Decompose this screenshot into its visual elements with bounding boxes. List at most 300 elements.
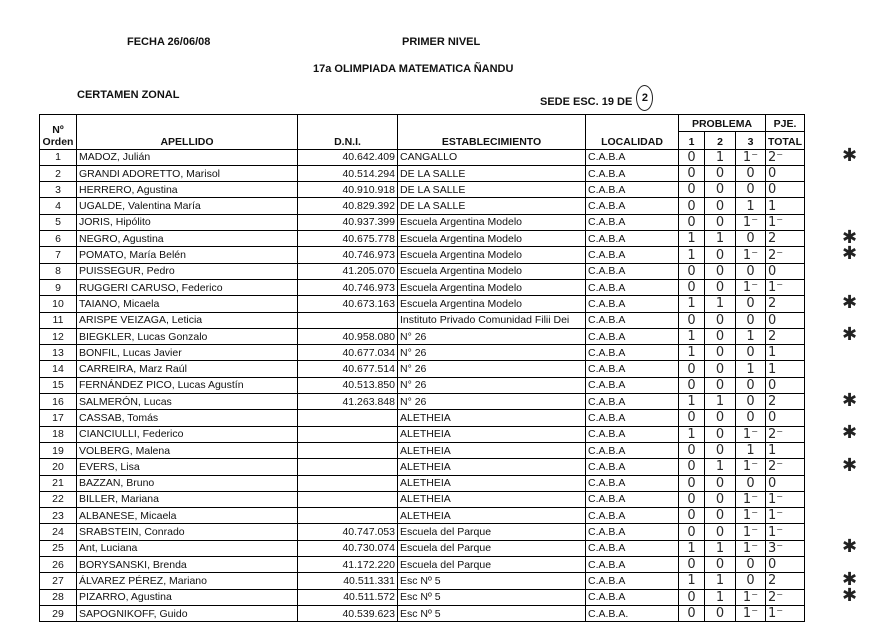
table-row xyxy=(40,426,805,442)
score-p1: 1 xyxy=(679,345,705,361)
col-p1-header: 1 xyxy=(679,132,705,149)
student-dni: 40.958.080 xyxy=(298,328,398,344)
student-locality: C.A.B.A xyxy=(586,524,679,540)
student-locality: C.A.B.A xyxy=(586,508,679,524)
score-total: 1⁻ xyxy=(766,605,805,621)
student-school: N° 26 xyxy=(398,361,586,377)
student-name: BILLER, Mariana xyxy=(77,491,298,507)
student-dni: 40.910.918 xyxy=(298,182,398,198)
col-orden-header: Nº Orden xyxy=(40,115,77,150)
score-p3: 1⁻ xyxy=(736,149,766,165)
score-p2: 1 xyxy=(705,573,736,589)
score-p1: 0 xyxy=(679,410,705,426)
score-p1: 0 xyxy=(679,442,705,458)
score-p3: 0 xyxy=(736,475,766,491)
student-school: Esc Nº 5 xyxy=(398,589,586,605)
score-p1: 0 xyxy=(679,605,705,621)
table-row xyxy=(40,182,805,198)
col-pje-header: PJE. xyxy=(766,115,805,132)
student-dni: 40.539.623 xyxy=(298,605,398,621)
score-p3: 0 xyxy=(736,182,766,198)
score-p3: 1⁻ xyxy=(736,540,766,556)
col-p2-header: 2 xyxy=(705,132,736,149)
student-dni: 40.511.572 xyxy=(298,589,398,605)
student-school: N° 26 xyxy=(398,328,586,344)
row-number: 14 xyxy=(40,361,77,377)
student-locality: C.A.B.A xyxy=(586,279,679,295)
score-p3: 0 xyxy=(736,312,766,328)
score-p3: 0 xyxy=(736,296,766,312)
table-row xyxy=(40,524,805,540)
score-p1: 0 xyxy=(679,165,705,181)
score-p1: 0 xyxy=(679,377,705,393)
score-p2: 0 xyxy=(705,263,736,279)
score-p2: 0 xyxy=(705,508,736,524)
student-name: Ant, Luciana xyxy=(77,540,298,556)
score-p3: 1 xyxy=(736,198,766,214)
table-row xyxy=(40,165,805,181)
student-locality: C.A.B.A xyxy=(586,231,679,247)
row-number: 26 xyxy=(40,557,77,573)
table-row xyxy=(40,361,805,377)
student-name: TAIANO, Micaela xyxy=(77,296,298,312)
score-total: 2⁻ xyxy=(766,247,805,263)
asterisk-icon: ✱ xyxy=(842,324,858,346)
score-total: 0 xyxy=(766,557,805,573)
student-name: SALMERÓN, Lucas xyxy=(77,394,298,410)
table-row xyxy=(40,377,805,393)
score-total: 2 xyxy=(766,328,805,344)
score-p3: 1⁻ xyxy=(736,214,766,230)
header-row-1 xyxy=(40,115,805,132)
score-p1: 1 xyxy=(679,247,705,263)
student-dni: 40.642.409 xyxy=(298,149,398,165)
student-school: DE LA SALLE xyxy=(398,182,586,198)
score-p1: 0 xyxy=(679,279,705,295)
student-name: ÁLVAREZ PÉREZ, Mariano xyxy=(77,573,298,589)
score-total: 2 xyxy=(766,231,805,247)
venue-text: SEDE ESC. 19 DE xyxy=(540,96,636,108)
table-row xyxy=(40,475,805,491)
student-locality: C.A.B.A xyxy=(586,312,679,328)
score-p1: 0 xyxy=(679,524,705,540)
student-dni: 41.172.220 xyxy=(298,557,398,573)
student-school: ALETHEIA xyxy=(398,508,586,524)
student-name: ARISPE VEIZAGA, Leticia xyxy=(77,312,298,328)
score-p1: 0 xyxy=(679,557,705,573)
student-name: MADOZ, Julián xyxy=(77,149,298,165)
student-dni xyxy=(298,459,398,475)
student-dni xyxy=(298,491,398,507)
score-p3: 0 xyxy=(736,410,766,426)
student-name: GRANDI ADORETTO, Marisol xyxy=(77,165,298,181)
student-locality: C.A.B.A xyxy=(586,165,679,181)
student-school: ALETHEIA xyxy=(398,459,586,475)
student-school: Instituto Privado Comunidad Filii Dei xyxy=(398,312,586,328)
table-row xyxy=(40,231,805,247)
venue-label xyxy=(540,89,653,115)
row-number: 19 xyxy=(40,442,77,458)
student-locality: C.A.B.A xyxy=(586,263,679,279)
student-name: RUGGERI CARUSO, Federico xyxy=(77,279,298,295)
student-school: Escuela del Parque xyxy=(398,540,586,556)
row-number: 23 xyxy=(40,508,77,524)
row-number: 17 xyxy=(40,410,77,426)
olympiad-title: 17a OLIMPIADA MATEMATICA ÑANDU xyxy=(313,63,514,75)
score-p2: 1 xyxy=(705,296,736,312)
score-p3: 1⁻ xyxy=(736,247,766,263)
col-apellido-header: APELLIDO xyxy=(77,115,298,150)
score-p1: 1 xyxy=(679,296,705,312)
row-number: 1 xyxy=(40,149,77,165)
row-number: 18 xyxy=(40,426,77,442)
asterisk-icon: ✱ xyxy=(842,585,858,607)
row-number: 9 xyxy=(40,279,77,295)
student-locality: C.A.B.A xyxy=(586,459,679,475)
score-p2: 0 xyxy=(705,182,736,198)
score-p3: 0 xyxy=(736,573,766,589)
row-number: 8 xyxy=(40,263,77,279)
score-total: 3⁻ xyxy=(766,540,805,556)
asterisk-icon: ✱ xyxy=(842,422,858,444)
score-p1: 0 xyxy=(679,263,705,279)
student-dni: 40.673.163 xyxy=(298,296,398,312)
score-p2: 1 xyxy=(705,589,736,605)
col-total-header: TOTAL xyxy=(766,132,805,149)
score-p2: 0 xyxy=(705,214,736,230)
student-dni xyxy=(298,475,398,491)
table-row xyxy=(40,149,805,165)
score-p1: 0 xyxy=(679,361,705,377)
student-school: DE LA SALLE xyxy=(398,198,586,214)
student-dni: 41.263.848 xyxy=(298,394,398,410)
student-locality: C.A.B.A xyxy=(586,377,679,393)
score-p2: 0 xyxy=(705,165,736,181)
student-dni: 40.513.850 xyxy=(298,377,398,393)
table-row xyxy=(40,442,805,458)
col-problema-header: PROBLEMA xyxy=(679,115,766,132)
level-label: PRIMER NIVEL xyxy=(402,36,481,48)
student-dni: 40.677.034 xyxy=(298,345,398,361)
score-p2: 0 xyxy=(705,345,736,361)
student-locality: C.A.B.A xyxy=(586,361,679,377)
student-name: PUISSEGUR, Pedro xyxy=(77,263,298,279)
student-dni: 40.747.053 xyxy=(298,524,398,540)
score-p3: 1⁻ xyxy=(736,508,766,524)
student-locality: C.A.B.A xyxy=(586,328,679,344)
results-table xyxy=(39,114,805,622)
score-p1: 0 xyxy=(679,491,705,507)
score-p1: 0 xyxy=(679,198,705,214)
row-number: 15 xyxy=(40,377,77,393)
score-total: 2⁻ xyxy=(766,589,805,605)
student-locality: C.A.B.A xyxy=(586,149,679,165)
student-locality: C.A.B.A xyxy=(586,540,679,556)
row-number: 11 xyxy=(40,312,77,328)
student-school: Escuela Argentina Modelo xyxy=(398,296,586,312)
row-number: 21 xyxy=(40,475,77,491)
asterisk-icon: ✱ xyxy=(842,568,858,590)
contest-label: CERTAMEN ZONAL xyxy=(77,89,180,101)
student-dni xyxy=(298,426,398,442)
row-number: 10 xyxy=(40,296,77,312)
asterisk-icon: ✱ xyxy=(842,454,858,476)
student-name: BORYSANSKI, Brenda xyxy=(77,557,298,573)
score-p3: 1⁻ xyxy=(736,491,766,507)
score-total: 0 xyxy=(766,410,805,426)
student-locality: C.A.B.A. xyxy=(586,605,679,621)
score-p2: 0 xyxy=(705,198,736,214)
student-name: EVERS, Lisa xyxy=(77,459,298,475)
student-school: Escuela Argentina Modelo xyxy=(398,279,586,295)
score-p3: 1 xyxy=(736,328,766,344)
student-dni xyxy=(298,312,398,328)
asterisk-icon: ✱ xyxy=(842,226,858,248)
student-locality: C.A.B.A xyxy=(586,182,679,198)
row-number: 29 xyxy=(40,605,77,621)
student-locality: C.A.B.A xyxy=(586,491,679,507)
student-school: Esc Nº 5 xyxy=(398,573,586,589)
score-p3: 1 xyxy=(736,361,766,377)
score-p2: 0 xyxy=(705,491,736,507)
student-name: POMATO, María Belén xyxy=(77,247,298,263)
score-total: 1⁻ xyxy=(766,491,805,507)
row-number: 12 xyxy=(40,328,77,344)
score-p3: 1⁻ xyxy=(736,459,766,475)
student-school: Esc Nº 5 xyxy=(398,605,586,621)
table-row xyxy=(40,573,805,589)
score-p2: 0 xyxy=(705,312,736,328)
score-p3: 1⁻ xyxy=(736,605,766,621)
col-establecimiento-header: ESTABLECIMIENTO xyxy=(398,115,586,150)
student-school: Escuela Argentina Modelo xyxy=(398,247,586,263)
student-school: Escuela Argentina Modelo xyxy=(398,214,586,230)
student-school: ALETHEIA xyxy=(398,475,586,491)
row-number: 7 xyxy=(40,247,77,263)
table-row xyxy=(40,557,805,573)
student-name: SRABSTEIN, Conrado xyxy=(77,524,298,540)
table-row xyxy=(40,540,805,556)
score-p1: 1 xyxy=(679,426,705,442)
student-locality: C.A.B.A xyxy=(586,394,679,410)
score-p2: 0 xyxy=(705,475,736,491)
row-number: 13 xyxy=(40,345,77,361)
student-school: ALETHEIA xyxy=(398,410,586,426)
student-school: N° 26 xyxy=(398,377,586,393)
col-localidad-header: LOCALIDAD xyxy=(586,115,679,150)
student-dni: 40.746.973 xyxy=(298,247,398,263)
score-p1: 0 xyxy=(679,149,705,165)
student-dni: 40.730.074 xyxy=(298,540,398,556)
row-number: 6 xyxy=(40,231,77,247)
score-p3: 0 xyxy=(736,263,766,279)
student-name: BONFIL, Lucas Javier xyxy=(77,345,298,361)
student-name: CASSAB, Tomás xyxy=(77,410,298,426)
student-name: FERNÁNDEZ PICO, Lucas Agustín xyxy=(77,377,298,393)
asterisk-icon: ✱ xyxy=(842,145,858,167)
score-p3: 1 xyxy=(736,442,766,458)
table-row xyxy=(40,328,805,344)
score-p2: 0 xyxy=(705,426,736,442)
student-name: CIANCIULLI, Federico xyxy=(77,426,298,442)
student-locality: C.A.B.A xyxy=(586,475,679,491)
student-name: ALBANESE, Micaela xyxy=(77,508,298,524)
student-dni: 40.511.331 xyxy=(298,573,398,589)
student-name: JORIS, Hipólito xyxy=(77,214,298,230)
score-total: 0 xyxy=(766,312,805,328)
table-row xyxy=(40,345,805,361)
row-number: 3 xyxy=(40,182,77,198)
row-number: 24 xyxy=(40,524,77,540)
student-locality: C.A.B.A xyxy=(586,247,679,263)
score-p2: 0 xyxy=(705,557,736,573)
score-total: 2⁻ xyxy=(766,426,805,442)
student-school: N° 26 xyxy=(398,394,586,410)
student-name: BAZZAN, Bruno xyxy=(77,475,298,491)
score-p3: 0 xyxy=(736,377,766,393)
score-p1: 1 xyxy=(679,231,705,247)
score-p1: 1 xyxy=(679,394,705,410)
student-school: N° 26 xyxy=(398,345,586,361)
table-row xyxy=(40,312,805,328)
score-total: 0 xyxy=(766,165,805,181)
table-row xyxy=(40,214,805,230)
score-p2: 0 xyxy=(705,605,736,621)
circled-venue-number: 2 xyxy=(636,85,653,111)
score-total: 2 xyxy=(766,394,805,410)
student-school: Escuela del Parque xyxy=(398,524,586,540)
asterisk-icon: ✱ xyxy=(842,389,858,411)
student-name: UGALDE, Valentina María xyxy=(77,198,298,214)
score-p3: 0 xyxy=(736,394,766,410)
col-dni-header: D.N.I. xyxy=(298,115,398,150)
score-total: 2⁻ xyxy=(766,459,805,475)
score-total: 1⁻ xyxy=(766,508,805,524)
student-locality: C.A.B.A xyxy=(586,214,679,230)
score-total: 1⁻ xyxy=(766,524,805,540)
score-total: 0 xyxy=(766,182,805,198)
row-number: 25 xyxy=(40,540,77,556)
student-school: ALETHEIA xyxy=(398,426,586,442)
table-row xyxy=(40,508,805,524)
student-name: HERRERO, Agustina xyxy=(77,182,298,198)
score-total: 1 xyxy=(766,361,805,377)
table-row xyxy=(40,394,805,410)
score-p2: 0 xyxy=(705,247,736,263)
table-row xyxy=(40,459,805,475)
student-dni xyxy=(298,410,398,426)
score-p3: 1⁻ xyxy=(736,426,766,442)
score-p3: 0 xyxy=(736,557,766,573)
score-p1: 0 xyxy=(679,475,705,491)
score-p1: 1 xyxy=(679,328,705,344)
table-row xyxy=(40,247,805,263)
student-name: NEGRO, Agustina xyxy=(77,231,298,247)
score-p3: 0 xyxy=(736,231,766,247)
score-p2: 0 xyxy=(705,361,736,377)
score-total: 2⁻ xyxy=(766,149,805,165)
table-row xyxy=(40,589,805,605)
score-p2: 1 xyxy=(705,394,736,410)
results-body xyxy=(40,149,805,622)
asterisk-icon: ✱ xyxy=(842,536,858,558)
student-dni xyxy=(298,508,398,524)
student-locality: C.A.B.A xyxy=(586,345,679,361)
table-row xyxy=(40,296,805,312)
score-p2: 1 xyxy=(705,149,736,165)
student-school: Escuela Argentina Modelo xyxy=(398,263,586,279)
row-number: 22 xyxy=(40,491,77,507)
student-dni: 40.677.514 xyxy=(298,361,398,377)
student-school: DE LA SALLE xyxy=(398,165,586,181)
table-row xyxy=(40,279,805,295)
score-total: 1 xyxy=(766,198,805,214)
score-p1: 1 xyxy=(679,573,705,589)
score-p2: 1 xyxy=(705,231,736,247)
table-row xyxy=(40,605,805,621)
row-number: 16 xyxy=(40,394,77,410)
asterisk-icon: ✱ xyxy=(842,291,858,313)
score-p2: 0 xyxy=(705,410,736,426)
student-dni xyxy=(298,442,398,458)
score-total: 1⁻ xyxy=(766,214,805,230)
score-total: 0 xyxy=(766,475,805,491)
student-name: SAPOGNIKOFF, Guido xyxy=(77,605,298,621)
score-p3: 0 xyxy=(736,165,766,181)
score-p3: 1⁻ xyxy=(736,524,766,540)
score-total: 1 xyxy=(766,345,805,361)
row-number: 20 xyxy=(40,459,77,475)
score-p3: 0 xyxy=(736,345,766,361)
row-number: 5 xyxy=(40,214,77,230)
score-p2: 0 xyxy=(705,328,736,344)
score-p3: 1⁻ xyxy=(736,589,766,605)
score-p2: 1 xyxy=(705,540,736,556)
score-p3: 1⁻ xyxy=(736,279,766,295)
table-row xyxy=(40,491,805,507)
col-p3-header: 3 xyxy=(736,132,766,149)
student-school: ALETHEIA xyxy=(398,491,586,507)
student-school: Escuela del Parque xyxy=(398,557,586,573)
student-locality: C.A.B.A xyxy=(586,573,679,589)
score-total: 0 xyxy=(766,263,805,279)
student-locality: C.A.B.A xyxy=(586,296,679,312)
table-row xyxy=(40,263,805,279)
student-dni: 41.205.070 xyxy=(298,263,398,279)
score-p2: 0 xyxy=(705,279,736,295)
score-p1: 0 xyxy=(679,312,705,328)
row-number: 2 xyxy=(40,165,77,181)
student-name: VOLBERG, Malena xyxy=(77,442,298,458)
score-total: 1⁻ xyxy=(766,279,805,295)
student-dni: 40.829.392 xyxy=(298,198,398,214)
student-name: PIZARRO, Agustina xyxy=(77,589,298,605)
score-p2: 0 xyxy=(705,442,736,458)
score-p1: 0 xyxy=(679,182,705,198)
score-p1: 1 xyxy=(679,540,705,556)
row-number: 28 xyxy=(40,589,77,605)
student-dni: 40.937.399 xyxy=(298,214,398,230)
row-number: 27 xyxy=(40,573,77,589)
date-label: FECHA 26/06/08 xyxy=(127,36,211,48)
student-name: BIEGKLER, Lucas Gonzalo xyxy=(77,328,298,344)
student-dni: 40.746.973 xyxy=(298,279,398,295)
score-total: 0 xyxy=(766,377,805,393)
student-dni: 40.675.778 xyxy=(298,231,398,247)
table-row xyxy=(40,198,805,214)
score-total: 1 xyxy=(766,442,805,458)
student-name: CARREIRA, Marz Raúl xyxy=(77,361,298,377)
